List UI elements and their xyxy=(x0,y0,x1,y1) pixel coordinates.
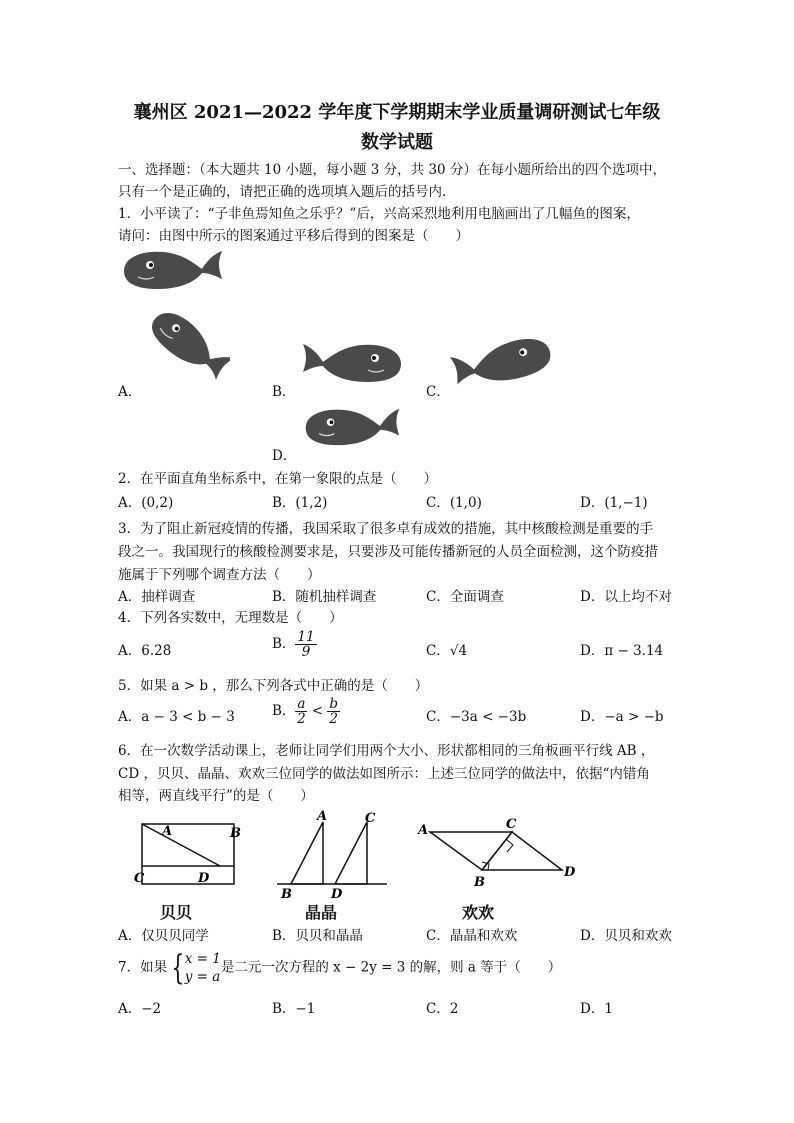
label-a: A xyxy=(317,809,328,824)
label-a: A xyxy=(418,823,429,838)
system-line-1: x = 1 xyxy=(184,951,221,967)
q4-option-c-label: C． xyxy=(426,643,450,659)
q1-option-b[interactable]: B． xyxy=(272,384,296,400)
label-b: B xyxy=(281,887,292,900)
q6-line2: CD ，贝贝、晶晶、欢欢三位同学的做法如图所示：上述三位同学的做法中，依据“内错角 xyxy=(118,766,650,782)
q2-option-b[interactable]: B．(1,2) xyxy=(272,495,328,511)
q7-option-c[interactable]: C．2 xyxy=(426,1001,459,1017)
label-a: A xyxy=(162,824,173,839)
q2-option-c[interactable]: C．(1,0) xyxy=(426,495,482,511)
q1-option-a[interactable]: A． xyxy=(118,384,142,400)
q4-option-b[interactable] xyxy=(272,630,317,659)
brace-icon: { xyxy=(171,948,185,988)
equation-system xyxy=(185,950,221,986)
q1-option-d[interactable]: D． xyxy=(272,448,297,464)
q6-option-d[interactable]: D．贝贝和欢欢 xyxy=(580,928,672,944)
q2-stem: 2．在平面直角坐标系中，在第一象限的点是（ ） xyxy=(118,471,438,487)
q5-option-b-label: B． xyxy=(272,703,296,719)
q3-option-d[interactable]: D．以上均不对 xyxy=(580,589,672,605)
q7-stem xyxy=(118,950,688,986)
q4-option-b-fraction xyxy=(295,630,316,659)
q6-option-c[interactable]: C．晶晶和欢欢 xyxy=(426,928,518,944)
q2-option-a[interactable]: A．(0,2) xyxy=(118,495,174,511)
reference-fish-image xyxy=(118,245,228,295)
q5-option-b[interactable] xyxy=(272,697,340,726)
exam-subtitle: 数学试题 xyxy=(361,132,433,153)
caption-huanhuan: 欢欢 xyxy=(462,903,495,922)
label-b: B xyxy=(230,826,241,841)
q5-stem: 5．如果 a > b ，那么下列各式中正确的是（ ） xyxy=(118,678,429,694)
label-c: C xyxy=(365,811,376,826)
less-than-sign: < xyxy=(311,703,324,719)
caption-jingjing: 晶晶 xyxy=(305,903,338,922)
q3-option-c[interactable]: C．全面调查 xyxy=(426,589,504,605)
q6-option-a[interactable]: A．仅贝贝同学 xyxy=(118,928,209,944)
exam-title: 襄州区 2021—2022 学年度下学期期末学业质量调研测试七年级 xyxy=(133,102,661,123)
q3-line2: 段之一。我国现行的核酸检测要求是，只要涉及可能传播新冠的人员全面检测，这个防疫措 xyxy=(118,544,658,560)
q1-option-a-fish-image xyxy=(140,305,230,400)
label-d: D xyxy=(198,871,210,886)
q6-line1: 6．在一次数学活动课上，老师让同学们用两个大小、形状都相同的三角板画平行线 AB ， xyxy=(118,743,655,759)
fraction-denominator: 2 xyxy=(297,711,306,727)
caption-beibei: 贝贝 xyxy=(160,903,193,922)
label-d: D xyxy=(331,887,343,900)
fraction-denominator: 9 xyxy=(301,644,311,660)
fraction-numerator: b xyxy=(329,696,339,712)
q6-option-b[interactable]: B．贝贝和晶晶 xyxy=(272,928,363,944)
system-line-2: y = a xyxy=(184,969,221,985)
q1-line1: 1．小平读了：“子非鱼焉知鱼之乐乎？”后，兴高采烈地利用电脑画出了几幅鱼的图案， xyxy=(118,206,640,222)
q3-line3: 施属于下列哪个调查方法（ ） xyxy=(118,567,321,583)
q3-option-b[interactable]: B．随机抽样调查 xyxy=(272,589,377,605)
q5-option-a[interactable]: A．a − 3 < b − 3 xyxy=(118,709,235,725)
sqrt-expression: √4 xyxy=(449,643,468,659)
q4-option-b-label: B． xyxy=(272,636,296,652)
q1-line2: 请问：由图中所示的图案通过平移后得到的图案是（ ） xyxy=(118,228,469,244)
q7-suffix: 是二元一次方程的 x − 2y = 3 的解，则 a 等于（ ） xyxy=(220,959,562,976)
q5-option-d[interactable]: D．−a > −b xyxy=(580,709,664,725)
q1-option-c[interactable]: C． xyxy=(426,384,450,400)
q5-option-c[interactable]: C．−3a < −3b xyxy=(426,709,527,725)
section1-line2: 只有一个是正确的，请把正确的选项填入题后的括号内. xyxy=(118,184,447,200)
section1-line1: 一、选择题：（本大题共 10 小题，每小题 3 分，共 30 分）在每小题所给出的四个选项中， xyxy=(118,162,666,178)
fraction-numerator: a xyxy=(297,696,306,712)
q7-option-a[interactable]: A．−2 xyxy=(118,1001,162,1017)
q3-option-a[interactable]: A．抽样调查 xyxy=(118,589,196,605)
label-c: C xyxy=(506,817,517,832)
q2-option-d[interactable]: D．(1,−1) xyxy=(580,495,648,511)
q5-left-fraction xyxy=(295,697,307,726)
q4-stem: 4．下列各实数中，无理数是（ ） xyxy=(118,610,343,626)
q5-right-fraction xyxy=(327,697,340,726)
fraction-denominator: 2 xyxy=(329,711,339,727)
q1-option-c-fish-image xyxy=(450,332,555,392)
q1-option-b-fish-image xyxy=(300,338,405,388)
q4-option-c[interactable] xyxy=(426,641,467,661)
beibei-diagram xyxy=(130,810,250,890)
label-c: C xyxy=(134,871,145,886)
fraction-numerator: 11 xyxy=(297,629,315,645)
q7-prefix: 7．如果 xyxy=(118,959,168,976)
q3-line1: 3．为了阻止新冠疫情的传播，我国采取了很多卓有成效的措施，其中核酸检测是重要的手 xyxy=(118,521,654,537)
q7-option-d[interactable]: D．1 xyxy=(580,1001,613,1017)
q4-option-d[interactable]: D．π − 3.14 xyxy=(580,643,664,659)
huanhuan-diagram xyxy=(412,812,587,892)
q4-option-a[interactable]: A．6.2̇8̇ xyxy=(118,643,172,659)
label-d: D xyxy=(564,865,576,880)
label-b: B xyxy=(474,875,485,890)
q1-option-d-fish-image xyxy=(300,402,405,452)
q7-option-b[interactable]: B．−1 xyxy=(272,1001,316,1017)
q6-line3: 相等，两直线平行”的是（ ） xyxy=(118,788,314,804)
jingjing-diagram xyxy=(275,808,395,900)
